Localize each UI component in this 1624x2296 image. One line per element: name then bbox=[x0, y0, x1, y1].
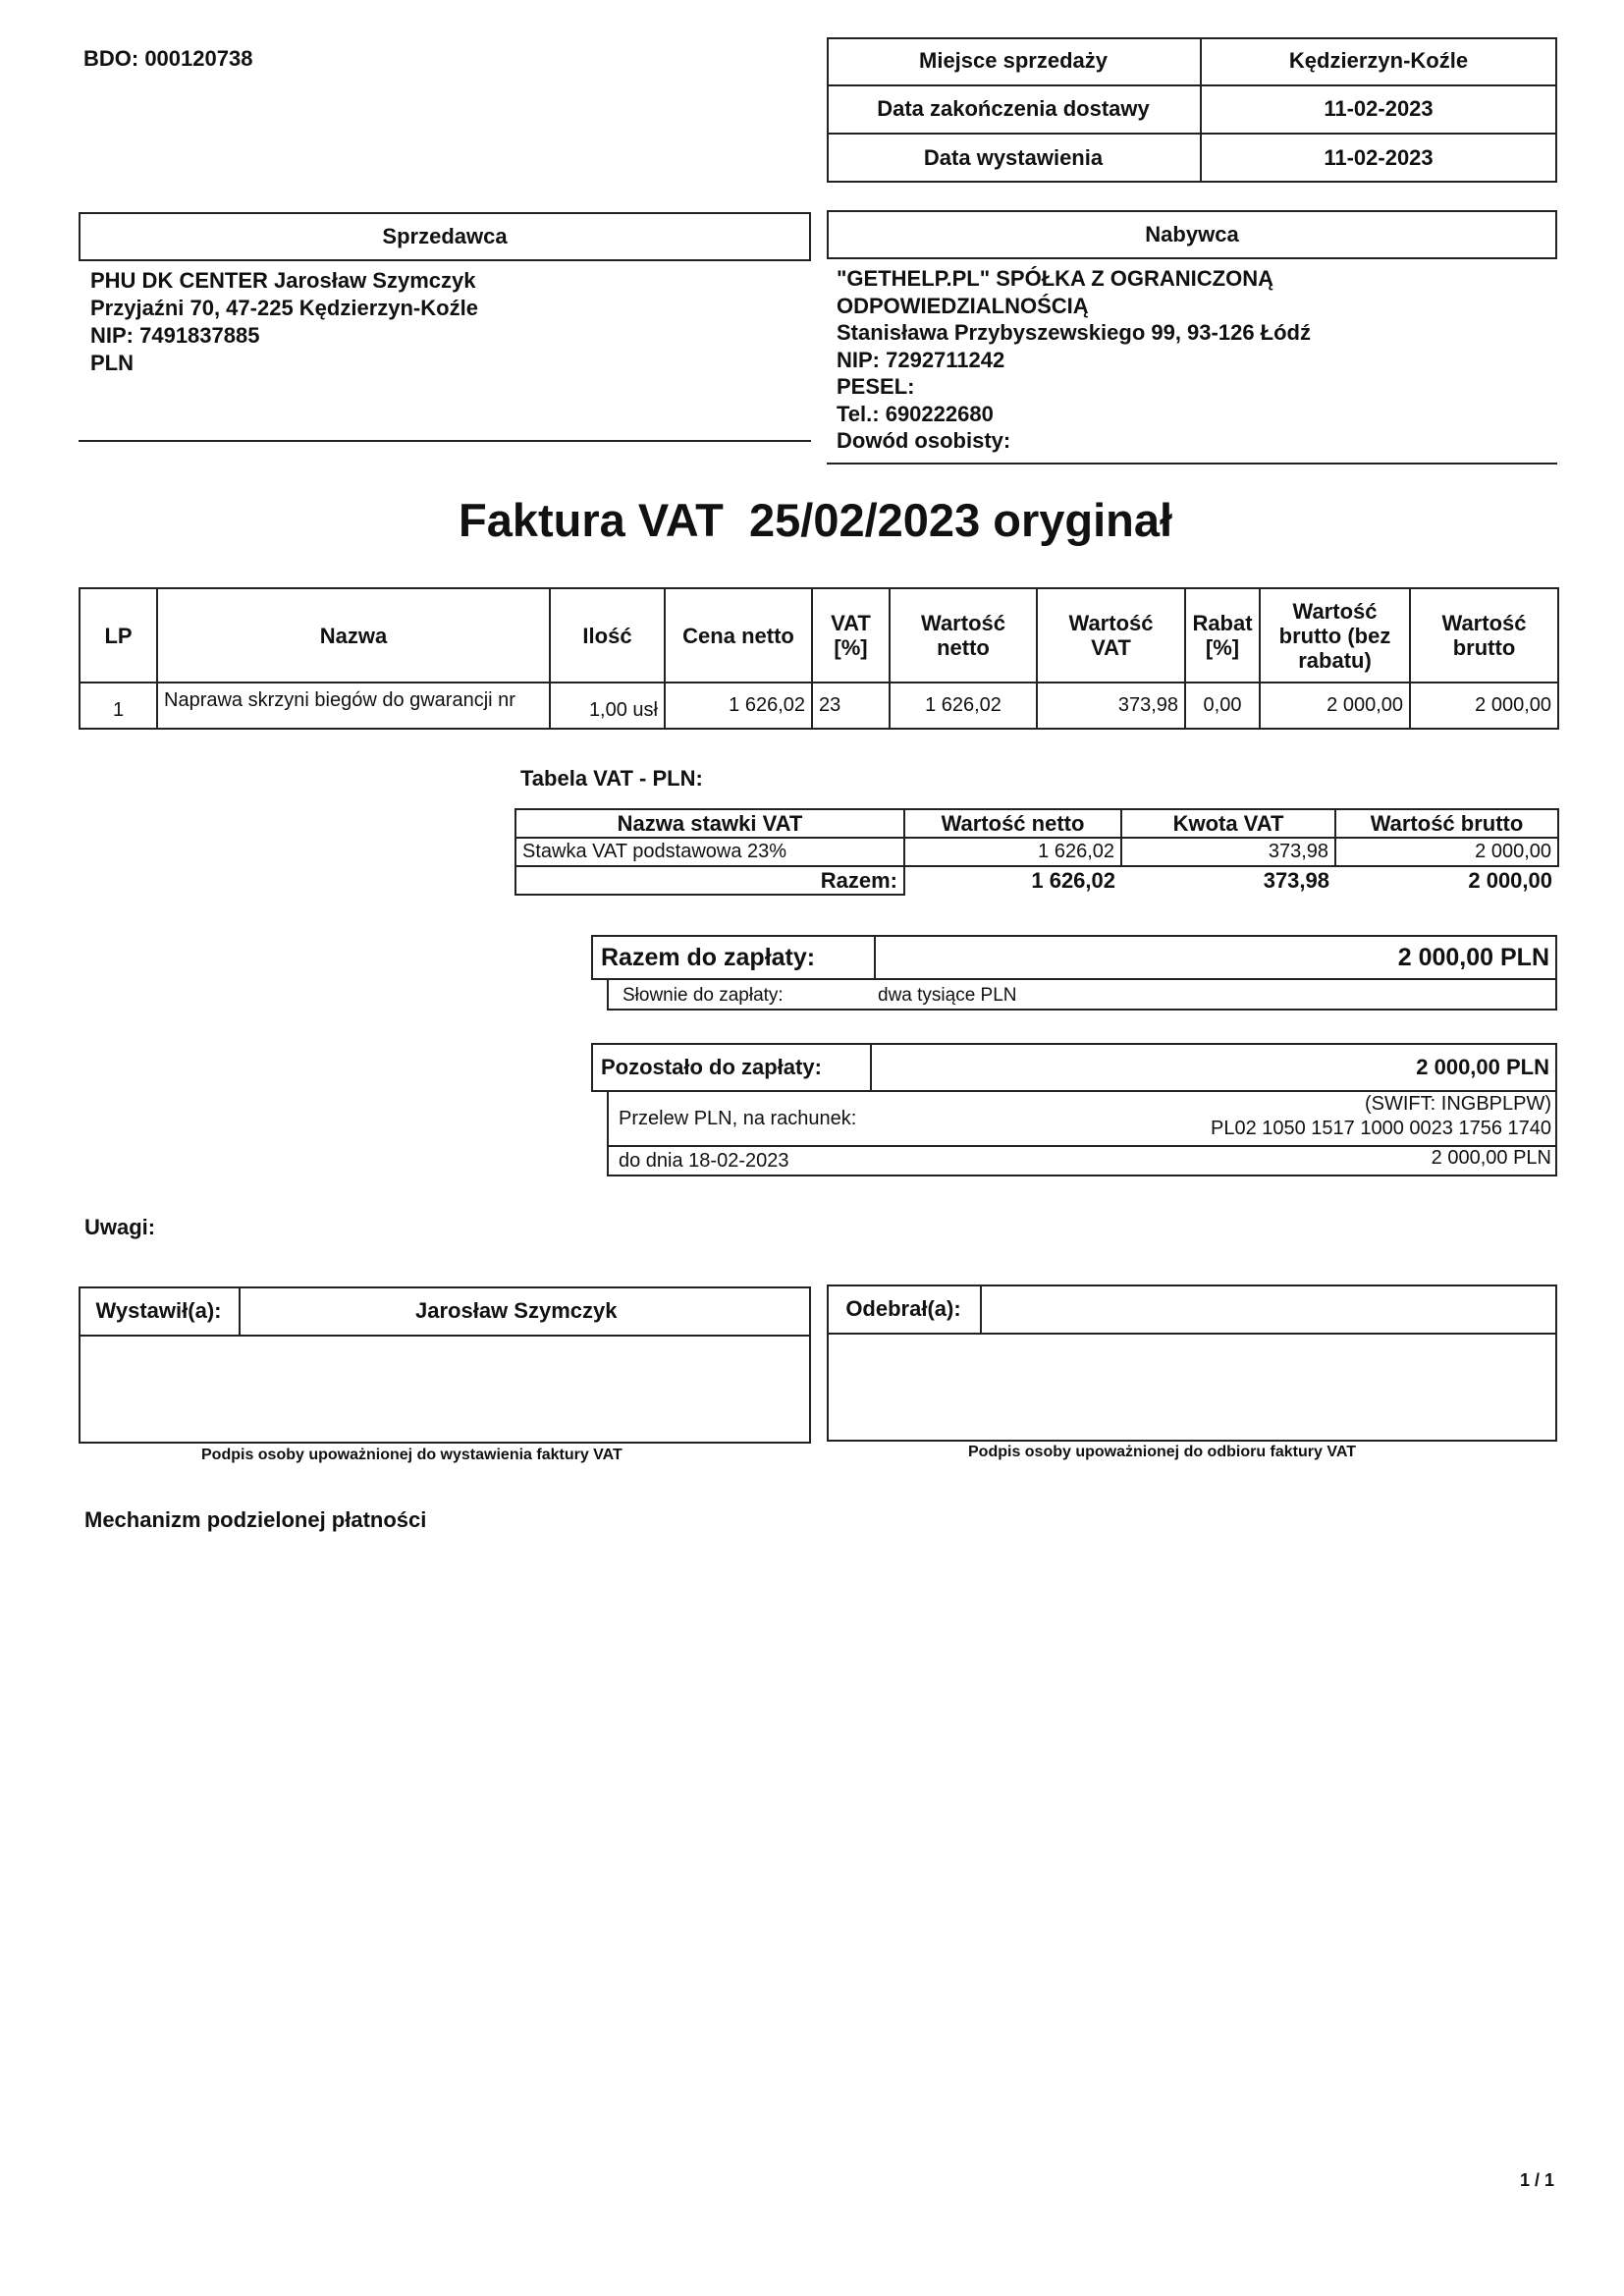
split-payment-note: Mechanizm podzielonej płatności bbox=[84, 1507, 427, 1532]
remaining-value: 2 000,00 PLN bbox=[1416, 1055, 1549, 1079]
buyer-pesel: PESEL: bbox=[837, 374, 915, 399]
row-discount: 0,00 bbox=[1185, 683, 1260, 729]
buyer-address: Stanisława Przybyszewskiego 99, 93-126 Łódź bbox=[837, 320, 1311, 345]
seller-currency: PLN bbox=[90, 351, 134, 375]
seller-name: PHU DK CENTER Jarosław Szymczyk bbox=[90, 268, 476, 293]
buyer-name-continued: ODPOWIEDZIALNOŚCIĄ bbox=[837, 293, 1089, 318]
transfer-label: Przelew PLN, na rachunek: bbox=[619, 1108, 857, 1129]
total-to-pay-label: Razem do zapłaty: bbox=[601, 943, 816, 971]
header-discount: Rabat [%] bbox=[1185, 588, 1260, 683]
issued-by-label: Wystawił(a): bbox=[95, 1297, 222, 1323]
place-of-sale-label: Miejsce sprzedaży bbox=[919, 48, 1108, 73]
header-net-value: Wartość netto bbox=[890, 588, 1037, 683]
buyer-phone: Tel.: 690222680 bbox=[837, 401, 994, 426]
receiver-signature-caption: Podpis osoby upoważnionej do odbioru faktury VAT bbox=[968, 1444, 1356, 1460]
header-net-price: Cena netto bbox=[665, 588, 812, 683]
vat-header-net: Wartość netto bbox=[904, 809, 1121, 838]
seller-address: Przyjaźni 70, 47-225 Kędzierzyn-Koźle bbox=[90, 296, 478, 320]
seller-header: Sprzedawca bbox=[382, 224, 508, 248]
issuer-signature-caption: Podpis osoby upoważnionej do wystawienia faktury VAT bbox=[201, 1447, 623, 1463]
header-vat-rate: VAT [%] bbox=[812, 588, 890, 683]
due-amount: 2 000,00 PLN bbox=[1431, 1147, 1551, 1169]
table-row bbox=[515, 838, 1558, 866]
row-net-price: 1 626,02 bbox=[665, 683, 812, 729]
vat-total-label: Razem: bbox=[515, 866, 904, 895]
remaining-label: Pozostało do zapłaty: bbox=[601, 1055, 822, 1079]
amount-in-words-label: Słownie do zapłaty: bbox=[623, 984, 784, 1006]
row-net-value: 1 626,02 bbox=[890, 683, 1037, 729]
buyer-id-card: Dowód osobisty: bbox=[837, 428, 1011, 453]
vat-table bbox=[514, 808, 1559, 896]
vat-header-gross: Wartość brutto bbox=[1335, 809, 1558, 838]
vat-table-title: Tabela VAT - PLN: bbox=[520, 766, 703, 791]
vat-total-gross: 2 000,00 bbox=[1468, 868, 1552, 893]
issue-date-value: 11-02-2023 bbox=[1324, 144, 1434, 170]
amount-in-words-value: dwa tysiące PLN bbox=[878, 984, 1017, 1006]
bank-account-number: PL02 1050 1517 1000 0023 1756 1740 bbox=[1210, 1118, 1551, 1139]
buyer-header: Nabywca bbox=[1145, 222, 1239, 246]
row-name: Naprawa skrzyni biegów do gwarancji nr bbox=[157, 683, 550, 729]
swift-code: (SWIFT: INGBPLPW) bbox=[1365, 1093, 1551, 1115]
buyer-name: "GETHELP.PL" SPÓŁKA Z OGRANICZONĄ bbox=[837, 266, 1273, 291]
vat-total-net: 1 626,02 bbox=[1031, 868, 1115, 893]
delivery-date-label: Data zakończenia dostawy bbox=[877, 95, 1150, 121]
header-gross-value: Wartość brutto bbox=[1410, 588, 1558, 683]
header-name: Nazwa bbox=[157, 588, 550, 683]
header-gross-no-discount: Wartość brutto (bez rabatu) bbox=[1260, 588, 1410, 683]
remarks-label: Uwagi: bbox=[84, 1215, 156, 1239]
received-by-label: Odebrał(a): bbox=[845, 1295, 961, 1321]
row-gross-no-discount: 2 000,00 bbox=[1260, 683, 1410, 729]
vat-total-amount: 373,98 bbox=[1263, 868, 1329, 893]
vat-row-amount: 373,98 bbox=[1121, 838, 1335, 866]
header-lp: LP bbox=[80, 588, 157, 683]
seller-nip: NIP: 7491837885 bbox=[90, 323, 260, 348]
vat-table-header bbox=[515, 809, 1558, 838]
table-row bbox=[80, 683, 1558, 729]
issue-date-label: Data wystawienia bbox=[923, 144, 1104, 170]
due-date: do dnia 18-02-2023 bbox=[619, 1150, 789, 1172]
items-table-header bbox=[80, 588, 1558, 683]
delivery-date-value: 11-02-2023 bbox=[1324, 95, 1434, 121]
vat-header-amount: Kwota VAT bbox=[1121, 809, 1335, 838]
issued-by-name: Jarosław Szymczyk bbox=[415, 1297, 618, 1323]
vat-total-row bbox=[515, 866, 1558, 895]
bdo-number: BDO: 000120738 bbox=[83, 46, 253, 71]
vat-row-net: 1 626,02 bbox=[904, 838, 1121, 866]
page-number: 1 / 1 bbox=[1520, 2170, 1555, 2190]
row-lp: 1 bbox=[80, 683, 157, 729]
total-to-pay-value: 2 000,00 PLN bbox=[1397, 943, 1549, 971]
header-qty: Ilość bbox=[550, 588, 665, 683]
invoice-title: Faktura VAT 25/02/2023 oryginał bbox=[459, 494, 1173, 546]
place-of-sale-value: Kędzierzyn-Koźle bbox=[1288, 48, 1469, 73]
buyer-nip: NIP: 7292711242 bbox=[837, 347, 1005, 372]
vat-row-rate: Stawka VAT podstawowa 23% bbox=[515, 838, 904, 866]
row-qty: 1,00 usł bbox=[550, 683, 665, 729]
vat-header-rate: Nazwa stawki VAT bbox=[515, 809, 904, 838]
header-vat-value: Wartość VAT bbox=[1037, 588, 1185, 683]
row-vat-value: 373,98 bbox=[1037, 683, 1185, 729]
row-vat-rate: 23 bbox=[812, 683, 890, 729]
row-gross-value: 2 000,00 bbox=[1410, 683, 1558, 729]
items-table bbox=[79, 587, 1559, 730]
vat-row-gross: 2 000,00 bbox=[1335, 838, 1558, 866]
